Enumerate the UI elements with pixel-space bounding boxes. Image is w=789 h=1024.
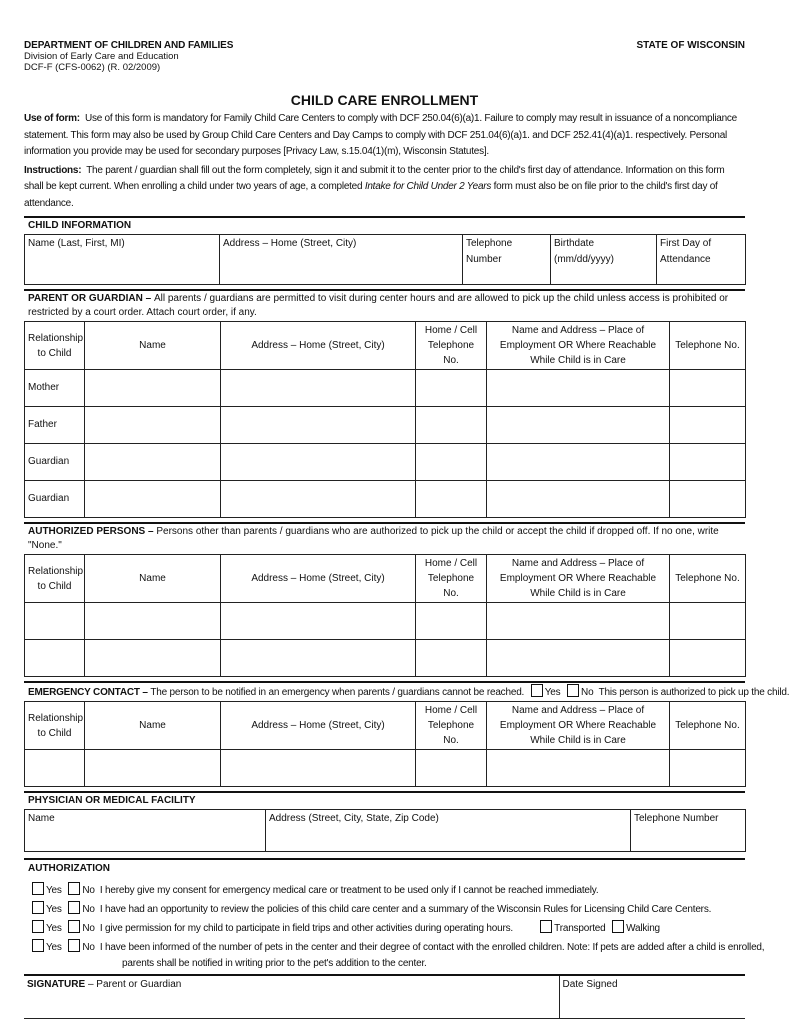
- authorized-phone-cell[interactable]: [416, 640, 487, 677]
- authorized-relationship-cell[interactable]: [25, 640, 85, 677]
- authorization-item: [24, 938, 765, 957]
- parent-guardian-section: [24, 289, 745, 518]
- emergency-phone-cell[interactable]: [416, 750, 487, 787]
- use-of-form-label: Use of form:: [24, 113, 80, 124]
- signature-label: SIGNATURE: [27, 979, 86, 990]
- child-telephone-field[interactable]: [463, 235, 551, 285]
- authorized-name-cell[interactable]: [85, 640, 221, 677]
- table-row: [25, 481, 746, 518]
- row-label-mother: Mother: [25, 370, 85, 407]
- emergency-contact-text: The person to be notified in an emergency when parents / guardians cannot be reached.: [150, 687, 525, 698]
- parent-guardian-text: All parents / guardians are permitted to visit during center hours and are allowed to pick up the child unless access is prohibited or restricted by a court order. Attach court order, if any.: [28, 293, 729, 318]
- child-address-label: Address – Home (Street, City): [223, 238, 357, 249]
- authorized-persons-title: AUTHORIZED PERSONS –: [28, 526, 154, 537]
- table-row: [25, 370, 746, 407]
- authorization-item: [24, 881, 745, 900]
- emergency-work-phone-cell[interactable]: [670, 750, 746, 787]
- pets-continuation: parents shall be notified in writing prior to the pet's addition to the center.: [122, 958, 427, 969]
- parent-employment-cell[interactable]: [487, 444, 670, 481]
- authorized-employment-cell[interactable]: [487, 603, 670, 640]
- physician-address-field[interactable]: [266, 810, 631, 852]
- emergency-yes-checkbox[interactable]: [531, 684, 543, 697]
- first-day-field[interactable]: [657, 235, 746, 285]
- signature-field[interactable]: [24, 976, 559, 1019]
- parent-address-cell[interactable]: [221, 370, 416, 407]
- auth-no-checkbox[interactable]: [68, 901, 80, 914]
- parent-work-phone-cell[interactable]: [670, 370, 746, 407]
- auth-no-label: No: [82, 885, 95, 896]
- parent-address-cell[interactable]: [221, 407, 416, 444]
- col-address: Address – Home (Street, City): [221, 555, 416, 603]
- physician-address-label: Address (Street, City, State, Zip Code): [269, 813, 439, 824]
- col-telephone: Telephone No.: [670, 702, 746, 750]
- auth-yes-label: Yes: [46, 885, 62, 896]
- col-employment: Name and Address – Place of Employment OR Where Reachable While Child is in Care: [487, 702, 670, 750]
- auth-yes-checkbox[interactable]: [32, 939, 44, 952]
- form-title: CHILD CARE ENROLLMENT: [290, 92, 479, 108]
- authorization-item: [24, 900, 745, 919]
- col-address: Address – Home (Street, City): [221, 322, 416, 370]
- authorization-item: [24, 919, 745, 938]
- parent-name-cell[interactable]: [85, 370, 221, 407]
- instructions-label: Instructions:: [24, 164, 82, 176]
- child-information-section: [24, 216, 745, 285]
- col-employment: Name and Address – Place of Employment OR Where Reachable While Child is in Care: [487, 555, 670, 603]
- auth-no-checkbox[interactable]: [68, 939, 80, 952]
- parent-phone-cell[interactable]: [416, 444, 487, 481]
- auth-no-checkbox[interactable]: [68, 920, 80, 933]
- col-name: Name: [85, 702, 221, 750]
- child-information-heading: CHILD INFORMATION: [28, 220, 132, 231]
- form-id: DCF-F (CFS-0062) (R. 02/2009): [24, 62, 161, 73]
- physician-section: [24, 791, 745, 852]
- auth-item-text: I hereby give my consent for emergency medical care or treatment to be used only if I cannot be reached immediately.: [99, 885, 599, 896]
- emergency-relationship-cell[interactable]: [25, 750, 85, 787]
- parent-name-cell[interactable]: [85, 407, 221, 444]
- authorized-persons-heading: [24, 524, 745, 554]
- date-signed-field[interactable]: [559, 976, 745, 1019]
- child-name-field[interactable]: [25, 235, 220, 285]
- form-page: [24, 40, 789, 1019]
- date-signed-label: Date Signed: [562, 979, 618, 990]
- parent-address-cell[interactable]: [221, 444, 416, 481]
- table-row: [25, 407, 746, 444]
- parent-work-phone-cell[interactable]: [670, 444, 746, 481]
- authorized-address-cell[interactable]: [221, 603, 416, 640]
- auth-item-text: I give permission for my child to participate in field trips and other activities during operating hours.: [99, 923, 513, 934]
- table-row: [25, 444, 746, 481]
- auth-no-label: No: [82, 942, 95, 953]
- col-name: Name: [85, 322, 221, 370]
- parent-phone-cell[interactable]: [416, 370, 487, 407]
- table-row: [25, 603, 746, 640]
- child-name-label: Name (Last, First, MI): [28, 238, 125, 249]
- row-label-guardian-2: Guardian: [25, 481, 85, 518]
- col-relationship: Relationship to Child: [25, 322, 85, 370]
- walking-label: Walking: [626, 923, 660, 934]
- parent-work-phone-cell[interactable]: [670, 481, 746, 518]
- authorized-phone-cell[interactable]: [416, 603, 487, 640]
- parent-phone-cell[interactable]: [416, 481, 487, 518]
- emergency-no-checkbox[interactable]: [567, 684, 579, 697]
- emergency-employment-cell[interactable]: [487, 750, 670, 787]
- col-home-cell: Home / Cell Telephone No.: [416, 555, 487, 603]
- table-row: [25, 640, 746, 677]
- authorization-section: [24, 858, 765, 971]
- emergency-yes-label: Yes: [544, 687, 561, 698]
- physician-telephone-label: Telephone Number: [634, 813, 719, 824]
- row-label-guardian: Guardian: [25, 444, 85, 481]
- parent-employment-cell[interactable]: [487, 407, 670, 444]
- auth-no-label: No: [82, 904, 95, 915]
- parent-phone-cell[interactable]: [416, 407, 487, 444]
- parent-work-phone-cell[interactable]: [670, 407, 746, 444]
- authorized-relationship-cell[interactable]: [25, 603, 85, 640]
- auth-yes-label: Yes: [46, 942, 62, 953]
- emergency-address-cell[interactable]: [221, 750, 416, 787]
- col-address: Address – Home (Street, City): [221, 702, 416, 750]
- authorized-name-cell[interactable]: [85, 603, 221, 640]
- table-row: [25, 750, 746, 787]
- physician-name-field[interactable]: [25, 810, 266, 852]
- auth-yes-label: Yes: [46, 923, 62, 934]
- authorized-address-cell[interactable]: [221, 640, 416, 677]
- col-relationship: Relationship to Child: [25, 702, 85, 750]
- physician-name-label: Name: [28, 813, 55, 824]
- authorized-work-phone-cell[interactable]: [670, 603, 746, 640]
- first-day-label: First Day of Attendance: [660, 238, 712, 265]
- instructions-text-b: form must also be on file prior to the child's first day of attendance.: [24, 181, 718, 209]
- authorized-work-phone-cell[interactable]: [670, 640, 746, 677]
- auth-no-checkbox[interactable]: [68, 882, 80, 895]
- form-header: [24, 40, 745, 88]
- col-telephone: Telephone No.: [670, 322, 746, 370]
- child-telephone-label: Telephone Number: [466, 238, 513, 265]
- auth-yes-checkbox[interactable]: [32, 920, 44, 933]
- parent-employment-cell[interactable]: [487, 370, 670, 407]
- emergency-contact-section: [24, 681, 789, 787]
- authorization-heading: AUTHORIZATION: [28, 863, 111, 874]
- transported-checkbox[interactable]: [540, 920, 552, 933]
- instructions-italic: Intake for Child Under 2 Years: [364, 181, 492, 192]
- row-label-father: Father: [25, 407, 85, 444]
- authorized-persons-section: [24, 522, 745, 677]
- parent-name-cell[interactable]: [85, 481, 221, 518]
- auth-yes-label: Yes: [46, 904, 62, 915]
- emergency-name-cell[interactable]: [85, 750, 221, 787]
- parent-guardian-heading: [24, 291, 745, 321]
- parent-employment-cell[interactable]: [487, 481, 670, 518]
- child-address-field[interactable]: [220, 235, 463, 285]
- walking-checkbox[interactable]: [612, 920, 624, 933]
- use-of-form-text: Use of this form is mandatory for Family Child Care Centers to comply with DCF 250.04(6)(a)1. Failure to comply may result in issuance of a noncompliance statement. This form may also be used by Group Child Care Centers and Day Camps to comply with DCF 251.04(6)(a)1. and DCF 252.41(4)(a)1. respectively. Personal information you provide may be used for secondary purposes [Privacy Law, s.15.04(1)(m), Wisconsin Statutes].: [24, 113, 737, 157]
- signature-section: [24, 974, 745, 1019]
- child-birthdate-label: Birthdate (mm/dd/yyyy): [554, 238, 614, 265]
- emergency-contact-heading: [24, 683, 789, 701]
- authorized-persons-text: Persons other than parents / guardians who are authorized to pick up the child or accept the child if dropped off. If no one, write "None.": [28, 526, 719, 551]
- auth-item-text: I have had an opportunity to review the policies of this child care center and a summary of the Wisconsin Rules for Licensing Child Care Centers.: [99, 904, 712, 915]
- auth-yes-checkbox[interactable]: [32, 901, 44, 914]
- signature-sub-label: – Parent or Guardian: [87, 979, 182, 990]
- col-home-cell: Home / Cell Telephone No.: [416, 702, 487, 750]
- col-name: Name: [85, 555, 221, 603]
- use-of-form: [24, 111, 745, 161]
- parent-guardian-title: PARENT OR GUARDIAN –: [28, 293, 152, 304]
- auth-no-label: No: [82, 923, 95, 934]
- child-birthdate-field[interactable]: [551, 235, 657, 285]
- authorized-employment-cell[interactable]: [487, 640, 670, 677]
- transported-label: Transported: [554, 923, 606, 934]
- state-name: STATE OF WISCONSIN: [636, 40, 745, 51]
- department-name: DEPARTMENT OF CHILDREN AND FAMILIES: [24, 40, 234, 51]
- instructions: [24, 163, 745, 213]
- auth-item-text: I have been informed of the number of pets in the center and their degree of contact with the enrolled children. Note: If pets are added after a child is enrolled,: [99, 942, 765, 953]
- col-relationship: Relationship to Child: [25, 555, 85, 603]
- col-home-cell: Home / Cell Telephone No.: [416, 322, 487, 370]
- emergency-pickup-text: This person is authorized to pick up the child.: [598, 687, 789, 698]
- physician-heading: PHYSICIAN OR MEDICAL FACILITY: [28, 795, 196, 806]
- emergency-no-label: No: [581, 687, 594, 698]
- parent-name-cell[interactable]: [85, 444, 221, 481]
- col-telephone: Telephone No.: [670, 555, 746, 603]
- physician-telephone-field[interactable]: [631, 810, 746, 852]
- parent-address-cell[interactable]: [221, 481, 416, 518]
- instructions-text-a: The parent / guardian shall fill out the form completely, sign it and submit it to the center prior to the child's first day of attendance. Information on this form shall be kept current. When enrolling a child under two years of age, a completed: [24, 164, 725, 192]
- division-name: Division of Early Care and Education: [24, 51, 179, 62]
- emergency-contact-title: EMERGENCY CONTACT –: [28, 687, 148, 698]
- auth-yes-checkbox[interactable]: [32, 882, 44, 895]
- col-employment: Name and Address – Place of Employment OR Where Reachable While Child is in Care: [487, 322, 670, 370]
